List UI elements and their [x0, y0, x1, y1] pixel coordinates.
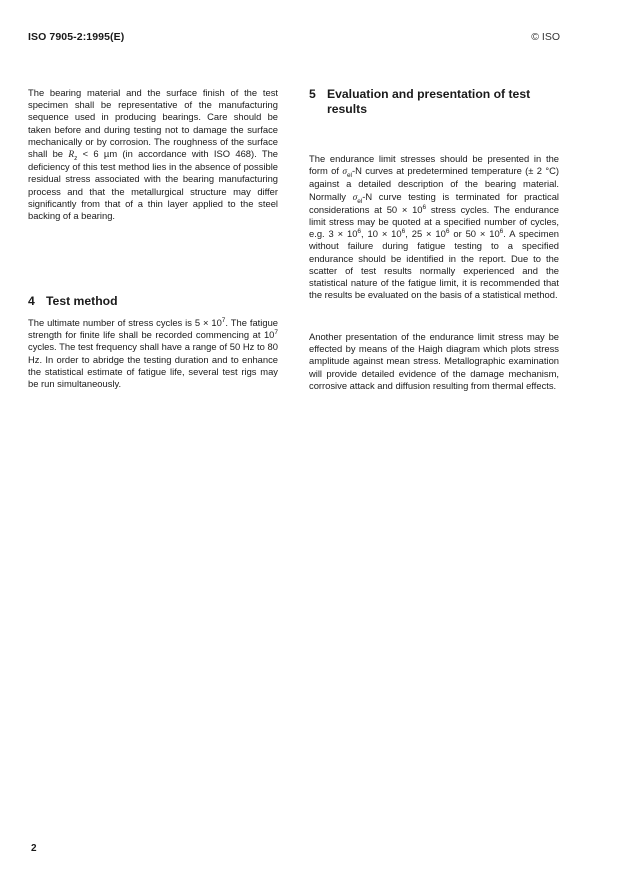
text: The ultimate number of stress cycles is 5 × 10: [28, 317, 222, 328]
text: < 6 µm (in accordance with ISO 468). The deficiency of this test method lies in the absence of possible residual stress associated with the bearing manufacturing process and that the metallurgical structure may differ significantly from that of a thin layer applied to the steel backing of a bearing.: [28, 148, 279, 222]
exponent: 6: [357, 228, 362, 236]
sigma-subscript: el: [357, 197, 363, 205]
text: , 25 × 10: [405, 228, 446, 240]
roughness-subscript: z: [74, 154, 78, 162]
page-header: [28, 31, 560, 45]
section-title: Evaluation and presentation of test results: [327, 87, 531, 116]
text: The bearing material and the surface finish of the test specimen shall be representative of the manufacturing sequence used in producing bearings. Care should be taken before and during testing not to damage the surface mechanically or by corrosion. The roughness of the surface shall be: [28, 87, 278, 160]
exponent: 6: [499, 228, 504, 236]
exponent: 7: [221, 316, 226, 324]
text: or 50 × 10: [449, 228, 500, 240]
section-5-paragraph-2: [309, 331, 559, 392]
roughness-symbol: R: [68, 150, 75, 161]
text: stress cycles. The endurance limit stress may be quoted at a specified number of cycles, e.g. 3 × 10: [309, 203, 559, 240]
section-title: Test method: [46, 294, 118, 308]
section-4-heading: [28, 294, 278, 309]
exponent: 6: [445, 228, 450, 236]
sigma-symbol: σ: [342, 167, 347, 178]
section-4-paragraph: [28, 317, 278, 390]
text: cycles. The test frequency shall have a range of 50 Hz to 80 Hz. In order to abridge the testing duration and to enhance the statistical estimate of fatigue life, several test rigs may be run simultaneously.: [28, 341, 278, 390]
text: . A specimen without failure during fatigue testing to a specified endurance should be identified in the report. Due to the scatter of test results normally experienced and the statistical nature of the fatigue limit, it is recommended that the results be evaluated on the basis of a statistical method.: [309, 228, 560, 301]
exponent: 7: [274, 329, 278, 337]
document-id: ISO 7905-2:1995(E): [28, 31, 125, 43]
section-number: 4: [28, 294, 35, 308]
sigma-subscript: el: [346, 172, 352, 180]
text: . The fatigue strength for finite life shall be recorded commencing at 10: [28, 317, 278, 341]
exponent: 6: [422, 203, 427, 211]
section-5-heading: [309, 87, 559, 117]
section-5-paragraph-1: [309, 153, 559, 301]
text: , 10 × 10: [361, 228, 402, 240]
page-number: 2: [31, 843, 37, 854]
section-number: 5: [309, 87, 316, 101]
text: -N curves at predetermined temperature (± 2 °C) against a detailed description of the bearing material. Normally: [309, 165, 559, 202]
left-paragraph-material: [28, 87, 278, 222]
sigma-symbol: σ: [352, 192, 358, 203]
text: Another presentation of the endurance limit stress may be effected by means of the Haigh diagram which plots stress amplitude against mean stress. Metallographic examination will provide detailed evidence of the damage mechanism, corrosive attack and diffusion resulting from thermal effects.: [309, 331, 559, 391]
text: -N curve testing is terminated for practical considerations at 50 × 10: [309, 190, 560, 215]
copyright-notice: © ISO: [531, 31, 560, 43]
exponent: 6: [401, 228, 406, 236]
text: The endurance limit stresses should be presented in the form of: [309, 153, 559, 177]
